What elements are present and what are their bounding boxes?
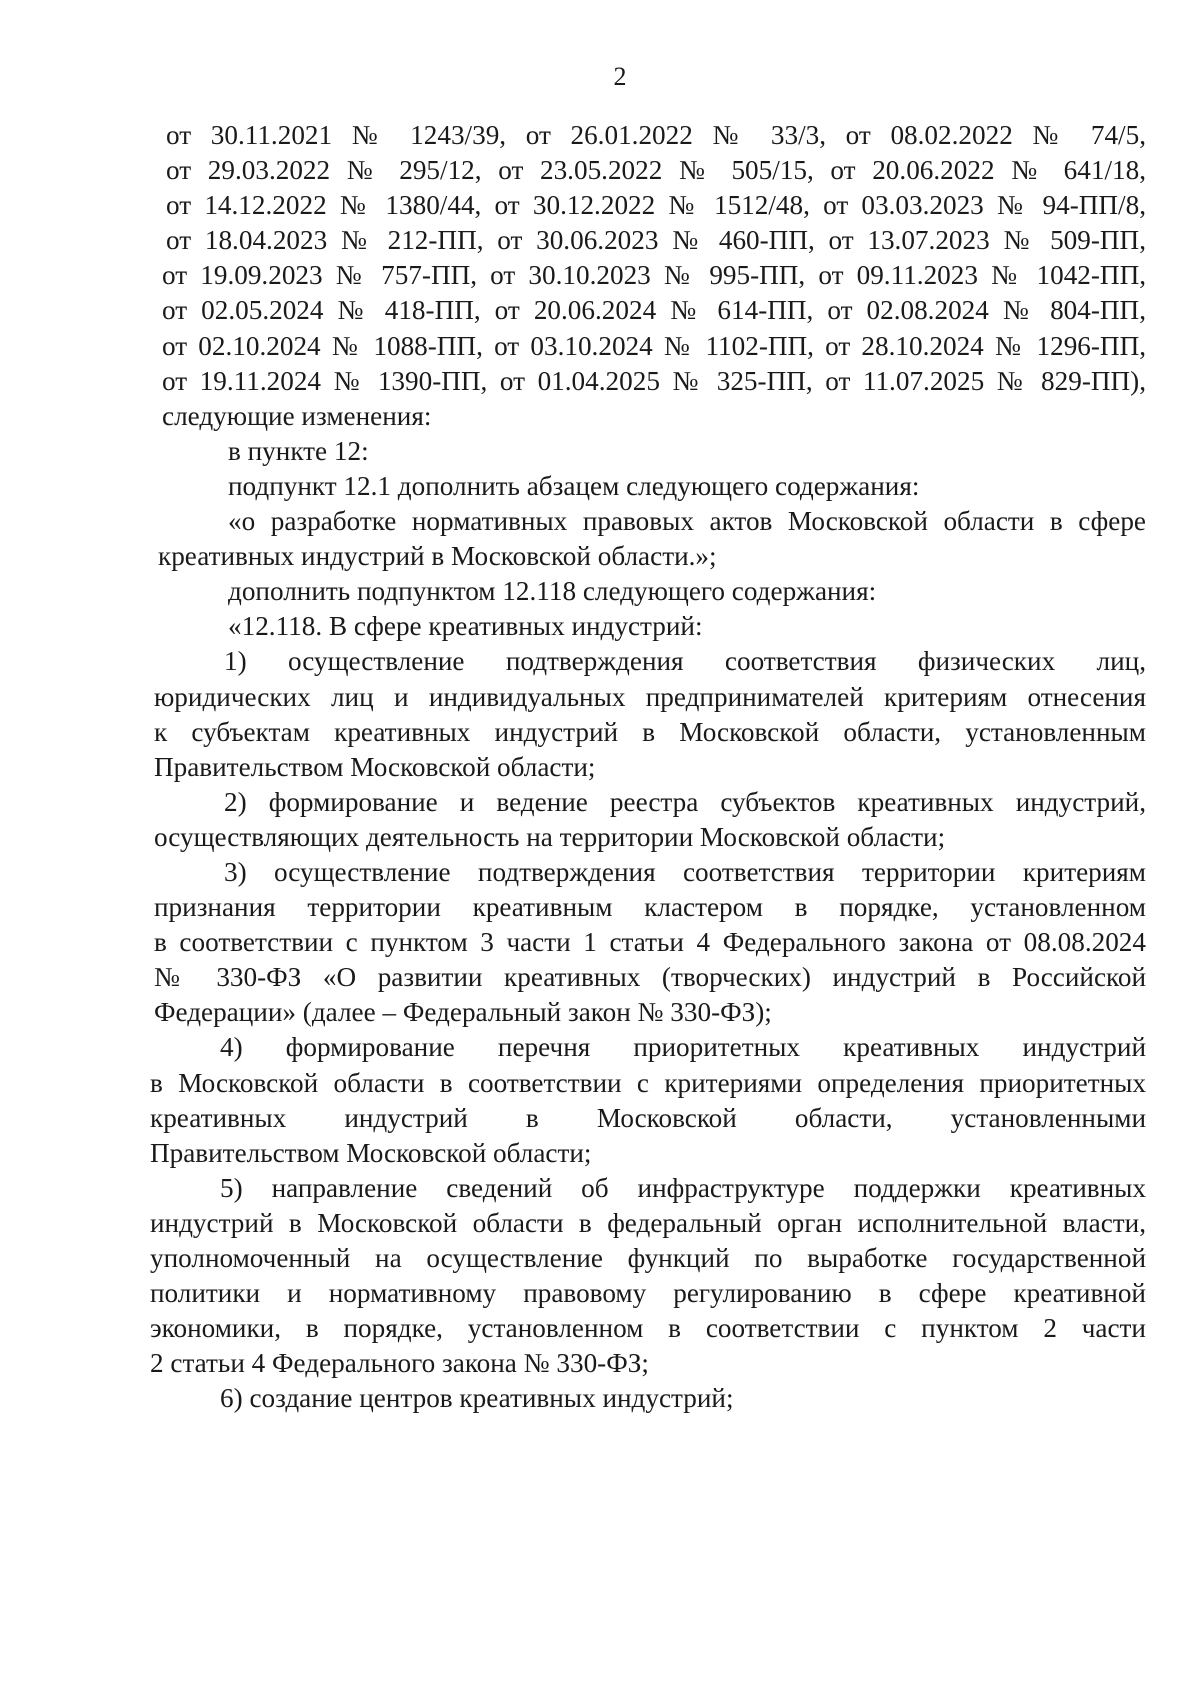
text-line: креативных индустрий в Московской области, установленными [150, 1102, 1146, 1133]
text-line: в пункте 12: [228, 435, 369, 466]
text-line: уполномоченный на осуществление функций по выработке государственной [150, 1243, 1146, 1273]
text-line: от 19.09.2023 № 757-ПП, от 30.10.2023 № 995-ПП, от 09.11.2023 № 1042-ПП, [162, 260, 1146, 291]
text-line: креативных индустрий в Московской области.»; [158, 541, 717, 572]
text-line: от 29.03.2022 № 295/12, от 23.05.2022 № 505/15, от 20.06.2022 № 641/18, [166, 155, 1146, 186]
text-line: осуществляющих деятельность на территории Московской области; [154, 821, 946, 852]
text-line: в соответствии с пунктом 3 части 1 статьи 4 Федерального закона от 08.08.2024 [154, 927, 1146, 958]
text-line: от 02.10.2024 № 1088-ПП, от 03.10.2024 № 1102-ПП, от 28.10.2024 № 1296-ПП, [162, 330, 1146, 361]
text-line: Правительством Московской области; [150, 1137, 592, 1168]
page-number: 2 [613, 62, 627, 91]
text-line: Правительством Московской области; [154, 751, 596, 782]
text-line: индустрий в Московской области в федеральный орган исполнительной власти, [150, 1207, 1146, 1238]
text-line: в Московской области в соответствии с критериями определения приоритетных [150, 1067, 1146, 1098]
text-line: Федерации» (далее – Федеральный закон № 330-ФЗ); [154, 997, 772, 1028]
text-line: 2) формирование и ведение реестра субъектов креативных индустрий, [224, 786, 1146, 817]
text-line: 3) осуществление подтверждения соответствия территории критериям [224, 856, 1146, 887]
text-line: политики и нормативному правовому регулированию в сфере креативной [150, 1278, 1146, 1309]
text-line: дополнить подпунктом 12.118 следующего содержания: [228, 576, 877, 607]
text-line: «12.118. В сфере креативных индустрий: [228, 611, 703, 642]
text-line: № 330-ФЗ «О развитии креативных (творческих) индустрий в Российской [154, 962, 1146, 993]
text-line: от 19.11.2024 № 1390-ПП, от 01.04.2025 № 325-ПП, от 11.07.2025 № 829-ПП), [162, 365, 1146, 396]
document-body [150, 118, 1146, 1416]
text-line: от 14.12.2022 № 1380/44, от 30.12.2022 № 1512/48, от 03.03.2023 № 94-ПП/8, [166, 190, 1146, 221]
text-line: 2 статьи 4 Федерального закона № 330-ФЗ; [150, 1348, 649, 1379]
text-line: к субъектам креативных индустрий в Московской области, установленным [154, 716, 1146, 747]
text-line: юридических лиц и индивидуальных предпринимателей критериям отнесения [154, 681, 1146, 712]
text-line: экономики, в порядке, установленном в соответствии с пунктом 2 части [150, 1313, 1146, 1344]
text-line: 1) осуществление подтверждения соответствия физических лиц, [224, 646, 1146, 677]
text-line: от 02.05.2024 № 418-ПП, от 20.06.2024 № 614-ПП, от 02.08.2024 № 804-ПП, [162, 295, 1146, 326]
text-line: признания территории креативным кластером в порядке, установленном [154, 892, 1146, 923]
text-line: 6) создание центров креативных индустрий; [220, 1383, 734, 1414]
text-line: подпункт 12.1 дополнить абзацем следующего содержания: [228, 470, 920, 501]
text-line: от 30.11.2021 № 1243/39, от 26.01.2022 № 33/3, от 08.02.2022 № 74/5, [166, 120, 1146, 150]
text-line: «о разработке нормативных правовых актов Московской области в сфере [228, 506, 1146, 537]
text-line: 4) формирование перечня приоритетных креативных индустрий [220, 1032, 1146, 1063]
text-line: от 18.04.2023 № 212-ПП, от 30.06.2023 № 460-ПП, от 13.07.2023 № 509-ПП, [166, 225, 1146, 256]
text-line: следующие изменения: [162, 400, 432, 431]
text-line: 5) направление сведений об инфраструктуре поддержки креативных [220, 1172, 1146, 1203]
